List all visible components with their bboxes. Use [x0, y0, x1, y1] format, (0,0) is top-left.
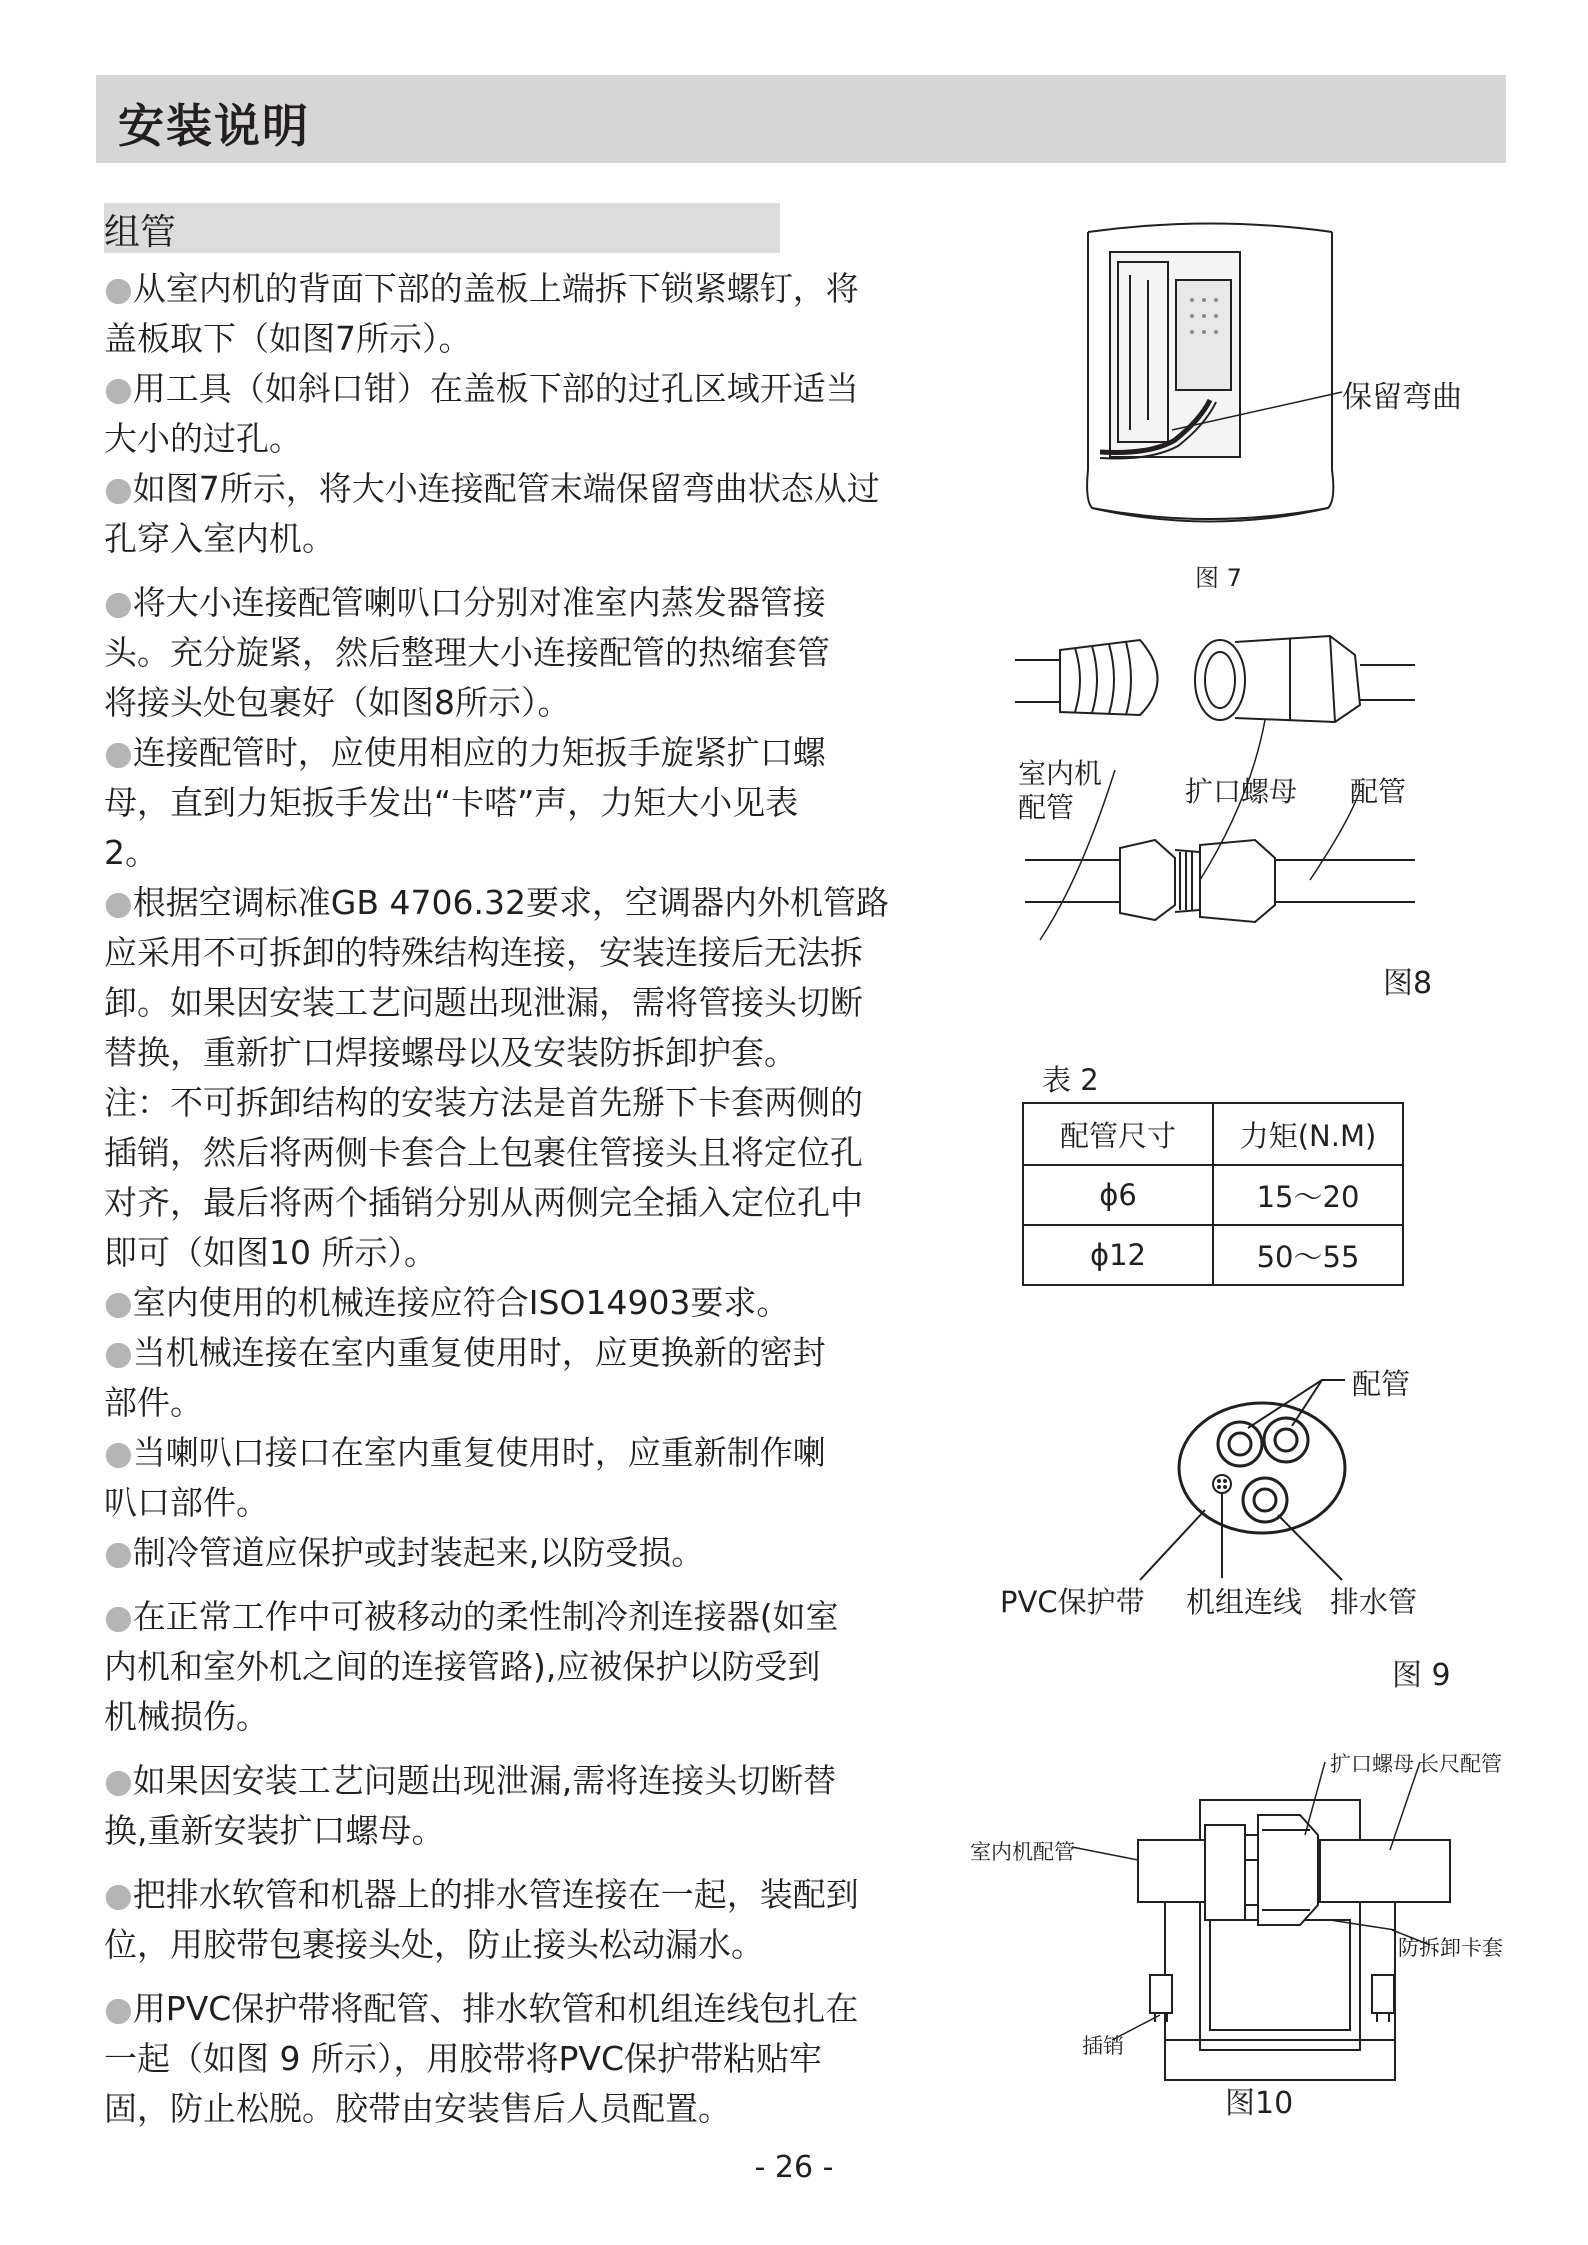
text-line: 注：不可拆卸结构的安装方法是首先掰下卡套两侧的: [104, 1083, 863, 1122]
text-line: 头。充分旋紧，然后整理大小连接配管的热缩套管: [104, 633, 830, 672]
torque-table: [1022, 1102, 1404, 1286]
fig9-label-pipe: 配管: [1352, 1367, 1411, 1401]
fig9-label-pvc: PVC保护带: [1000, 1585, 1145, 1619]
bullet-icon: ●: [104, 269, 133, 308]
page-title: 安装说明: [118, 99, 310, 153]
section-bar: [104, 203, 780, 253]
text-line: 替换，重新扩口焊接螺母以及安装防拆卸护套。: [104, 1033, 797, 1072]
fig8-caption: 图8: [1383, 966, 1433, 1001]
fig8-label-nut: 扩口螺母: [1185, 775, 1298, 808]
paragraph: [104, 1870, 964, 1970]
fig8-label-pipe: 配管: [1350, 775, 1407, 808]
fig10-label-sleeve: 防拆卸卡套: [1398, 1936, 1503, 1960]
paragraph: [104, 1756, 964, 1856]
fig9-caption: 图 9: [1392, 1658, 1451, 1693]
table-cell: 50～55: [1213, 1225, 1403, 1285]
table2-title: 表 2: [1042, 1063, 1099, 1097]
table-header-cell: 力矩(N.M): [1213, 1103, 1403, 1165]
text-line: ●当机械连接在室内重复使用时，应更换新的密封: [104, 1333, 826, 1372]
bullet-icon: ●: [104, 883, 133, 922]
text-line: ●当喇叭口接口在室内重复使用时，应重新制作喇: [104, 1433, 826, 1472]
text-line: 应采用不可拆卸的特殊结构连接，安装连接后无法拆: [104, 933, 863, 972]
paragraph: [104, 1278, 964, 1328]
paragraph: [104, 464, 964, 564]
text-line: 内机和室外机之间的连接管路),应被保护以防受到: [104, 1647, 821, 1686]
text-line: ●如图7所示，将大小连接配管末端保留弯曲状态从过: [104, 469, 880, 508]
paragraph: [104, 364, 964, 464]
bullet-icon: ●: [104, 1333, 133, 1372]
paragraph: [104, 1984, 964, 2134]
text-line: 将接头处包裹好（如图8所示）。: [104, 683, 571, 722]
bullet-icon: ●: [104, 1761, 133, 1800]
text-line: 即可（如图10 所示）。: [104, 1233, 437, 1272]
text-line: ●如果因安装工艺问题出现泄漏,需将连接头切断替: [104, 1761, 837, 1800]
table-cell: ϕ12: [1023, 1225, 1213, 1285]
fig7-caption: 图 7: [1195, 564, 1242, 592]
section-title: 组管: [104, 212, 177, 253]
text-line: 位，用胶带包裹接头处，防止接头松动漏水。: [104, 1925, 764, 1964]
text-line: ●用工具（如斜口钳）在盖板下部的过孔区域开适当: [104, 369, 859, 408]
text-line: 一起（如图 9 所示），用胶带将PVC保护带粘贴牢: [104, 2039, 822, 2078]
text-line: 2。: [104, 833, 158, 872]
text-line: ●制冷管道应保护或封装起来,以防受损。: [104, 1533, 705, 1572]
bullet-icon: ●: [104, 1533, 133, 1572]
text-line: 盖板取下（如图7所示）。: [104, 319, 472, 358]
paragraph: [104, 1428, 964, 1528]
fig10-label-pin: 插销: [1082, 2034, 1124, 2058]
text-line: 大小的过孔。: [104, 419, 302, 458]
body-text: [104, 264, 964, 2134]
fig10-caption: 图10: [1225, 2086, 1294, 2121]
bullet-icon: ●: [104, 733, 133, 772]
text-line: ●在正常工作中可被移动的柔性制冷剂连接器(如室: [104, 1597, 839, 1636]
paragraph: [104, 1592, 964, 1742]
bullet-icon: ●: [104, 1597, 133, 1636]
text-line: 部件。: [104, 1383, 203, 1422]
table-header-cell: 配管尺寸: [1023, 1103, 1213, 1165]
bullet-icon: ●: [104, 1875, 133, 1914]
text-line: ●把排水软管和机器上的排水管连接在一起，装配到: [104, 1875, 859, 1914]
text-line: ●根据空调标准GB 4706.32要求，空调器内外机管路: [104, 883, 889, 922]
table-cell: 15～20: [1213, 1165, 1403, 1225]
text-line: 插销，然后将两侧卡套合上包裹住管接头且将定位孔: [104, 1133, 863, 1172]
bullet-icon: ●: [104, 583, 133, 622]
fig9-label-wire: 机组连线: [1186, 1585, 1303, 1619]
fig7-label-bend: 保留弯曲: [1342, 380, 1462, 415]
text-line: ●连接配管时，应使用相应的力矩扳手旋紧扩口螺: [104, 733, 826, 772]
bullet-icon: ●: [104, 1989, 133, 2028]
text-line: ●室内使用的机械连接应符合ISO14903要求。: [104, 1283, 790, 1322]
table-row: [1023, 1165, 1403, 1225]
table-cell: ϕ6: [1023, 1165, 1213, 1225]
paragraph: [104, 1078, 964, 1278]
bullet-icon: ●: [104, 1283, 133, 1322]
table-row: [1023, 1225, 1403, 1285]
page-number: - 26 -: [754, 2150, 834, 2185]
text-line: 固，防止松脱。胶带由安装售后人员配置。: [104, 2089, 731, 2128]
text-line: 卸。如果因安装工艺问题出现泄漏，需将管接头切断: [104, 983, 863, 1022]
fig10-label-nut: 扩口螺母: [1330, 1752, 1414, 1776]
fig10-label-indoor-pipe: 室内机配管: [970, 1840, 1075, 1864]
table-header-row: [1023, 1103, 1403, 1165]
text-line: 换,重新安装扩口螺母。: [104, 1811, 445, 1850]
text-line: ●从室内机的背面下部的盖板上端拆下锁紧螺钉，将: [104, 269, 859, 308]
fig8-label-indoor-line2: 配管: [1018, 791, 1075, 824]
fig8-label-indoor-line1: 室内机: [1018, 757, 1103, 790]
bullet-icon: ●: [104, 1433, 133, 1472]
text-line: ●将大小连接配管喇叭口分别对准室内蒸发器管接: [104, 583, 826, 622]
fig9-label-drain: 排水管: [1330, 1585, 1418, 1619]
text-line: 孔穿入室内机。: [104, 519, 335, 558]
paragraph: [104, 578, 964, 728]
paragraph: [104, 1328, 964, 1428]
paragraph: [104, 728, 964, 878]
text-line: 对齐，最后将两个插销分别从两侧完全插入定位孔中: [104, 1183, 863, 1222]
paragraph: [104, 1528, 964, 1578]
bullet-icon: ●: [104, 469, 133, 508]
text-line: ●用PVC保护带将配管、排水软管和机组连线包扎在: [104, 1989, 859, 2028]
text-line: 叭口部件。: [104, 1483, 269, 1522]
text-line: 母，直到力矩扳手发出“卡嗒”声，力矩大小见表: [104, 783, 799, 822]
paragraph: [104, 264, 964, 364]
fig10-label-long-pipe: 长尺配管: [1418, 1752, 1502, 1776]
bullet-icon: ●: [104, 369, 133, 408]
text-line: 机械损伤。: [104, 1697, 269, 1736]
paragraph: [104, 878, 964, 1078]
